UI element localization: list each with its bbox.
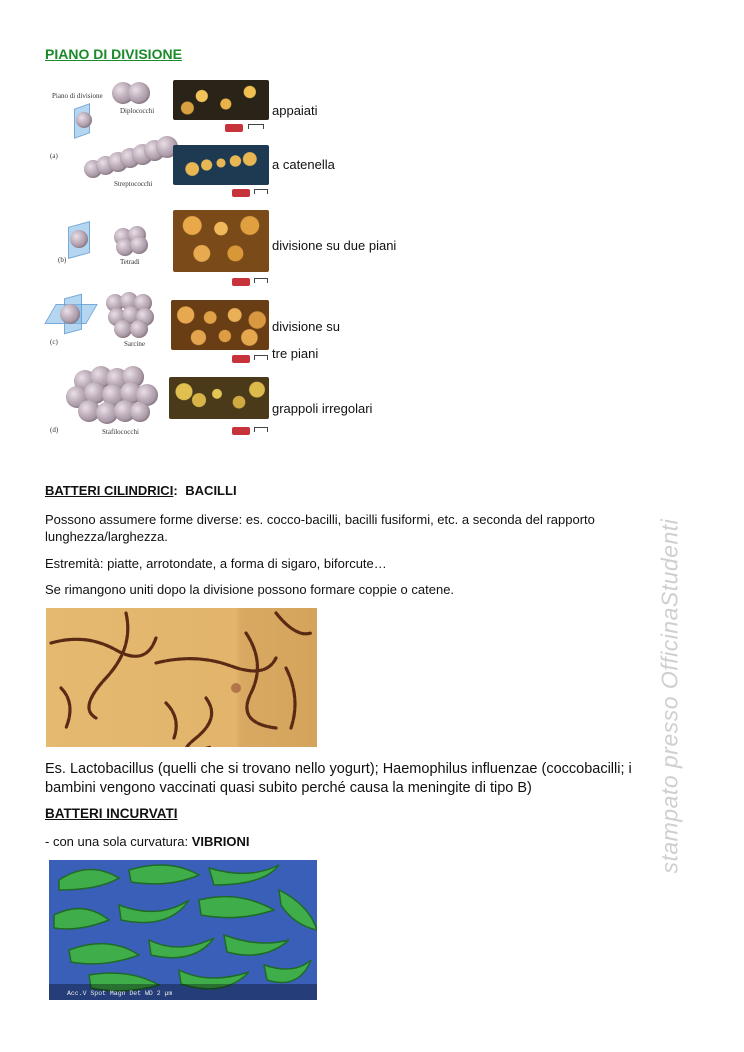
sem-badge	[232, 427, 250, 435]
label-tetradi: Tetradi	[120, 258, 140, 266]
coccus-icon	[130, 236, 148, 254]
label-streptococchi: Streptococchi	[114, 180, 153, 188]
caption-catenella: a catenella	[272, 157, 335, 172]
caption-due-piani: divisione su due piani	[272, 238, 397, 253]
label-sarcine: Sarcine	[124, 340, 145, 348]
watermark-officina-studenti: stampato presso OfficinaStudenti	[656, 518, 683, 874]
bacilli-chains-image	[46, 608, 317, 747]
scale-bar	[254, 278, 268, 283]
micrograph-sarcine	[171, 300, 269, 350]
micrograph-tetradi	[173, 210, 269, 272]
micrograph-caption: Acc.V Spot Magn Det WD 2 µm	[67, 990, 173, 997]
caption-tre-piani-2: tre piani	[272, 346, 319, 361]
sem-badge	[232, 355, 250, 363]
label-c: (c)	[50, 338, 58, 346]
sem-badge	[232, 189, 250, 197]
paragraph-coppie-catene: Se rimangono uniti dopo la divisione possono formare coppie o catene.	[45, 582, 455, 597]
coccus-icon	[76, 112, 92, 128]
label-diplococchi: Diplococchi	[120, 107, 155, 115]
caption-tre-piani-1: divisione su	[272, 319, 340, 334]
micrograph-diplococchi	[173, 80, 269, 120]
caption-appaiati: appaiati	[272, 103, 318, 118]
section-title-batteri-incurvati: BATTERI INCURVATI	[45, 806, 178, 821]
coccus-icon	[130, 402, 150, 422]
paragraph-esempi-bacilli: Es. Lactobacillus (quelli che si trovano nello yogurt); Haemophilus influenzae (coccobacilli; i bambini vengono vaccinati quasi subito perché causa la meningite di tipo B)	[45, 761, 632, 796]
label-piano-divisione: Piano di divisione	[52, 92, 103, 100]
coccus-icon	[60, 304, 80, 324]
label-a: (a)	[50, 152, 58, 160]
caption-grappoli: grappoli irregolari	[272, 401, 373, 416]
coccus-icon	[70, 230, 88, 248]
line-vibrioni-prefix: - con una sola curvatura:	[45, 834, 192, 849]
label-stafilococchi: Stafilococchi	[102, 428, 139, 436]
title-colon: :	[173, 483, 178, 498]
micrograph-bacilli	[46, 608, 317, 747]
vibrio-image	[49, 860, 317, 1000]
scale-bar	[254, 427, 268, 432]
scale-bar	[254, 189, 268, 194]
scale-bar	[248, 124, 264, 129]
title-batteri-cilindrici: BATTERI CILINDRICI	[45, 483, 174, 498]
coccus-icon	[130, 320, 148, 338]
micrograph-vibrioni	[49, 860, 317, 1000]
paragraph-forme: Possono assumere forme diverse: es. cocco-bacilli, bacilli fusiformi, etc. a seconda del rapporto lunghezza/larghezza.	[45, 512, 595, 544]
section-title-batteri-cilindrici	[45, 483, 237, 498]
line-vibrioni-bold: VIBRIONI	[191, 834, 250, 849]
paragraph-estremita: Estremità: piatte, arrotondate, a forma di sigaro, biforcute…	[45, 556, 387, 571]
micrograph-streptococchi	[173, 145, 269, 185]
section-title-piano-divisione: PIANO DI DIVISIONE	[45, 46, 182, 62]
label-d: (d)	[50, 426, 59, 434]
micrograph-stafilococchi	[169, 377, 269, 419]
title-bacilli: BACILLI	[185, 483, 237, 498]
line-vibrioni	[45, 833, 250, 850]
coccus-icon	[128, 82, 150, 104]
sem-badge	[225, 124, 243, 132]
sem-badge	[232, 278, 250, 286]
label-b: (b)	[58, 256, 67, 264]
scale-bar	[254, 355, 268, 360]
